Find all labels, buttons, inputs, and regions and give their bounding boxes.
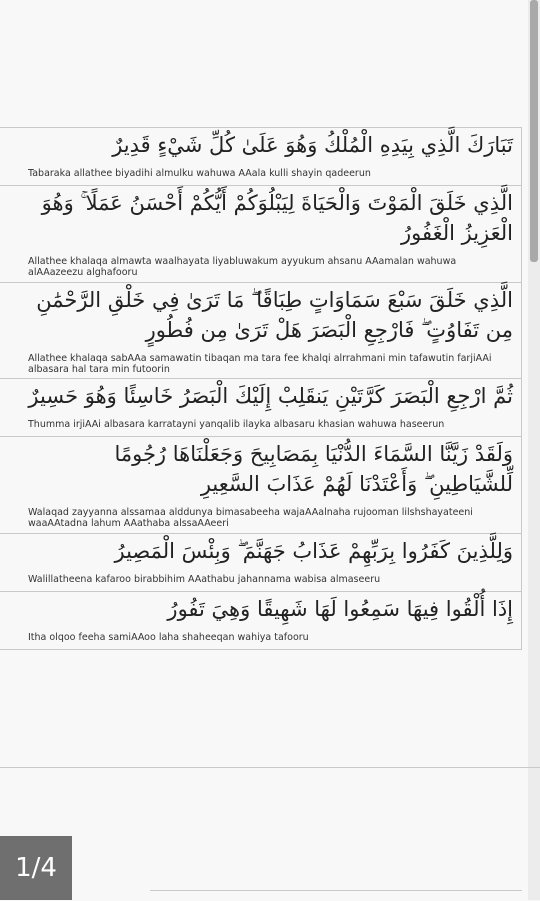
scrollbar[interactable] bbox=[528, 0, 540, 900]
verse-transliteration: Allathee khalaqa almawta waalhayata liyabluwakum ayyukum ahsanu AAamalan wahuwa alAAazeezu alghafooru bbox=[28, 256, 457, 278]
verse-row[interactable] bbox=[0, 592, 522, 650]
page-indicator: 1/4 bbox=[0, 836, 72, 900]
scrollbar-thumb[interactable] bbox=[530, 0, 538, 262]
verse-row[interactable] bbox=[0, 128, 522, 186]
verse-transliteration: Tabaraka allathee biyadihi almulku wahuwa AAala kulli shayin qadeerun bbox=[28, 168, 371, 179]
verse-arabic: الَّذِي خَلَقَ سَبْعَ سَمَاوَاتٍ طِبَاقًا ۖ مَا تَرَىٰ فِي خَلْقِ الرَّحْمَٰنِ مِن تَفَاوُتٍ ۖ فَارْجِعِ الْبَصَرَ هَلْ تَرَىٰ مِن فُطُورٍ bbox=[36, 288, 513, 342]
verse-transliteration: Thumma irjiAAi albasara karratayni yanqalib ilayka albasaru khasian wahuwa haseerun bbox=[28, 419, 445, 430]
verse-list bbox=[0, 127, 522, 650]
verse-arabic: الَّذِي خَلَقَ الْمَوْتَ وَالْحَيَاةَ لِيَبْلُوَكُمْ أَيُّكُمْ أَحْسَنُ عَمَلًا ۚ وَهُوَ الْعَزِيزُ الْغَفُورُ bbox=[41, 191, 513, 245]
verse-arabic: ثُمَّ ارْجِعِ الْبَصَرَ كَرَّتَيْنِ يَنقَلِبْ إِلَيْكَ الْبَصَرُ خَاسِئًا وَهُوَ حَسِيرٌ bbox=[28, 384, 513, 408]
verse-arabic: وَلَقَدْ زَيَّنَّا السَّمَاءَ الدُّنْيَا بِمَصَابِيحَ وَجَعَلْنَاهَا رُجُومًا لِّلشَّيَاطِينِ ۖ وَأَعْتَدْنَا لَهُمْ عَذَابَ السَّعِيرِ bbox=[114, 442, 513, 496]
verse-arabic: إِذَا أُلْقُوا فِيهَا سَمِعُوا لَهَا شَهِيقًا وَهِيَ تَفُورُ bbox=[167, 597, 513, 621]
verse-transliteration: Walillatheena kafaroo birabbihim AAathabu jahannama wabisa almaseeru bbox=[28, 574, 381, 585]
next-page-edge bbox=[150, 890, 522, 901]
verse-row[interactable] bbox=[0, 379, 522, 437]
verse-transliteration: Allathee khalaqa sabAAa samawatin tibaqan ma tara fee khalqi alrrahmani min tafawutin farjiAAi albasara hal tara min futoorin bbox=[28, 353, 492, 375]
verse-row[interactable] bbox=[0, 186, 522, 283]
verse-row[interactable] bbox=[0, 437, 522, 534]
page-divider bbox=[0, 767, 540, 768]
verse-arabic: وَلِلَّذِينَ كَفَرُوا بِرَبِّهِمْ عَذَابُ جَهَنَّمَ ۖ وَبِئْسَ الْمَصِيرُ bbox=[114, 539, 513, 563]
verse-transliteration: Walaqad zayyanna alssamaa alddunya bimasabeeha wajaAAalnaha rujooman lilshshayateeni waaAAtadna lahum AAathaba alssaAAeeri bbox=[28, 507, 473, 529]
verse-row[interactable] bbox=[0, 283, 522, 379]
verse-arabic: تَبَارَكَ الَّذِي بِيَدِهِ الْمُلْكُ وَهُوَ عَلَىٰ كُلِّ شَيْءٍ قَدِيرٌ bbox=[112, 133, 513, 157]
verse-row[interactable] bbox=[0, 534, 522, 592]
verse-transliteration: Itha olqoo feeha samiAAoo laha shaheeqan wahiya tafooru bbox=[28, 632, 309, 643]
